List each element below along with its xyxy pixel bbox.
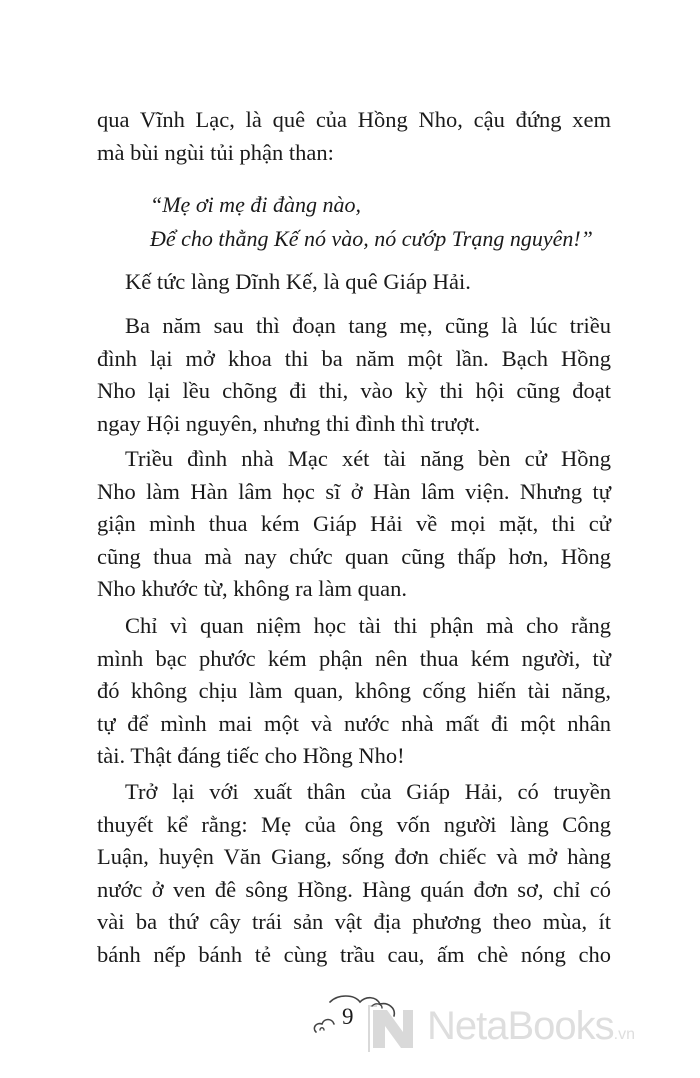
text-line: Ba năm sau thì đoạn tang mẹ, cũng là lúc triều <box>125 313 611 338</box>
text-line: vài ba thứ cây trái sản vật địa phương theo mùa, ít <box>97 909 611 934</box>
text-line: mà bùi ngùi tủi phận than: <box>97 139 334 165</box>
paragraph-5 <box>97 776 611 971</box>
watermark-brand <box>427 1004 635 1049</box>
text-line: qua Vĩnh Lạc, là quê của Hồng Nho, cậu đứng xem <box>97 107 611 132</box>
paragraph-1 <box>97 266 611 299</box>
text-line: cũng thua mà nay chức quan cũng thấp hơn, Hồng <box>97 543 611 569</box>
text-line: Nho lại lều chõng đi thi, vào kỳ thi hội cũng đoạt <box>97 378 611 403</box>
text-line: đó không chịu làm quan, không cống hiến tài năng, <box>97 678 611 703</box>
text-line: bánh nếp bánh tẻ cùng trầu cau, ấm chè nóng cho <box>97 941 611 967</box>
text-line: mình bạc phước kém phận nên thua kém người, từ <box>97 645 611 671</box>
text-line: Chỉ vì quan niệm học tài thi phận mà cho rằng <box>125 613 611 638</box>
poem-line: Để cho thằng Kế nó vào, nó cướp Trạng nguyên!” <box>150 226 593 251</box>
poem-line: “Mẹ ơi mẹ đi đàng nào, <box>150 192 361 217</box>
text-line: đình lại mở khoa thi ba năm một lần. Bạch Hồng <box>97 345 611 371</box>
paragraph-4 <box>97 610 611 773</box>
watermark-brand-name: NetaBooks <box>427 1004 614 1048</box>
text-line: Triều đình nhà Mạc xét tài năng bèn cử Hồng <box>125 446 611 471</box>
opening-paragraph <box>97 104 611 169</box>
page-number: 9 <box>342 1004 354 1029</box>
text-line: Luận, huyện Văn Giang, sống đơn chiếc và mở hàng <box>97 844 611 869</box>
text-line: ngay Hội nguyên, nhưng thi đình thì trượt. <box>97 410 481 436</box>
netabooks-watermark <box>365 998 695 1058</box>
poem-verse <box>150 188 593 256</box>
text-line: tài. Thật đáng tiếc cho Hồng Nho! <box>97 743 405 768</box>
paragraph-2 <box>97 310 611 440</box>
text-line: Nho làm Hàn lâm học sĩ ở Hàn lâm viện. Nhưng tự <box>97 478 611 504</box>
text-line: giận mình thua kém Giáp Hải về mọi mặt, thi cử <box>97 511 611 536</box>
text-line: thuyết kể rằng: Mẹ của ông vốn người làng Công <box>97 811 611 837</box>
text-line: tự để mình mai một và nước nhà mất đi một nhân <box>97 710 611 736</box>
text-line: Trở lại với xuất thân của Giáp Hải, có truyền <box>125 779 611 804</box>
netabooks-logo-icon <box>365 1000 421 1056</box>
paragraph-3 <box>97 443 611 606</box>
text-line: nước ở ven đê sông Hồng. Hàng quán đơn sơ, chỉ có <box>97 876 611 902</box>
text-line: Kế tức làng Dĩnh Kế, là quê Giáp Hải. <box>125 269 471 294</box>
watermark-suffix: .vn <box>613 1026 636 1043</box>
text-line: Nho khước từ, không ra làm quan. <box>97 576 407 601</box>
